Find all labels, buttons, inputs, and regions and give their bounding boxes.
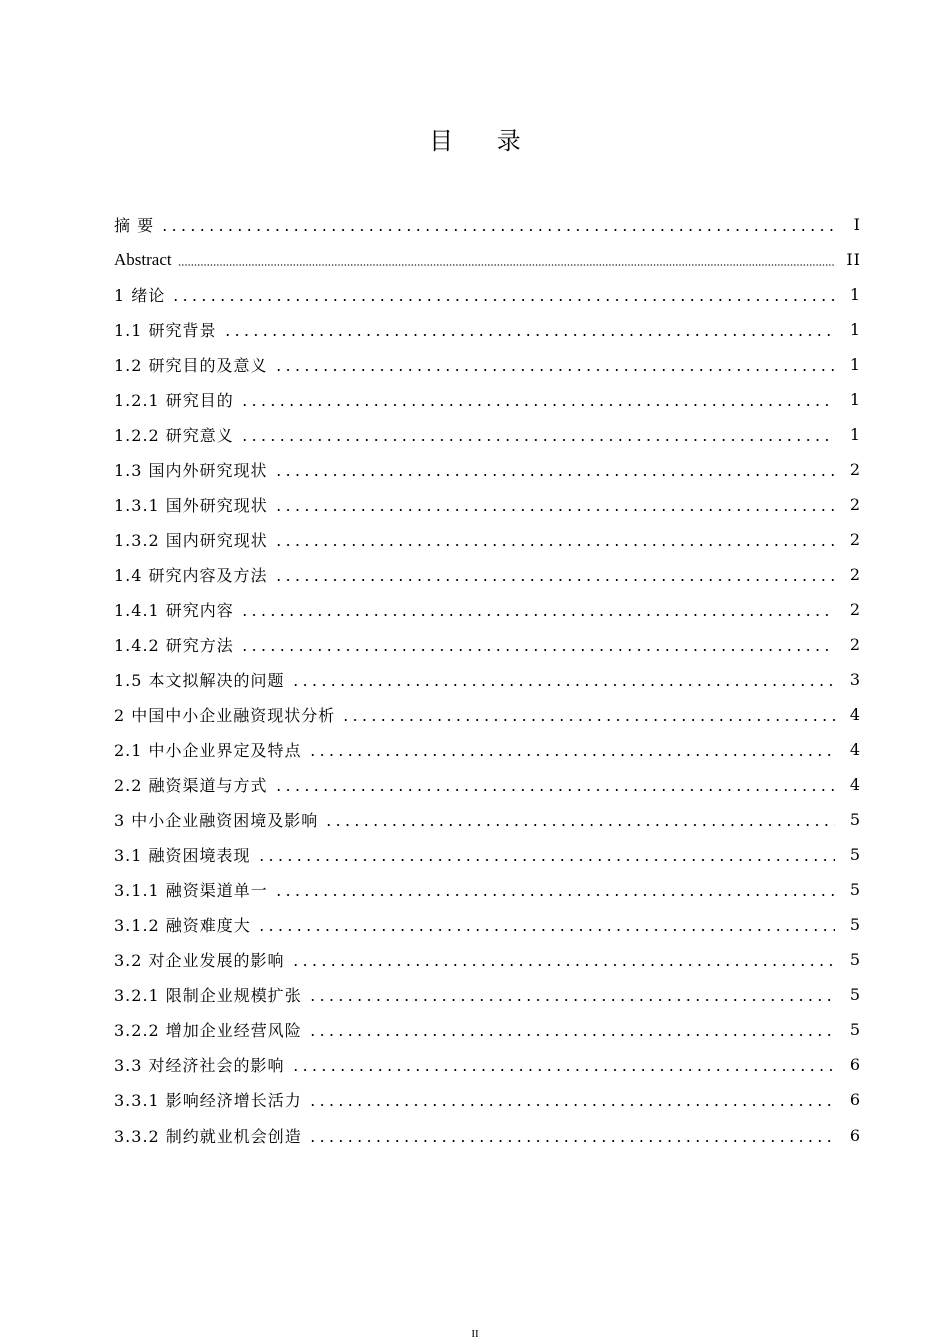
toc-entry-label: 3.3.2 制约就业机会创造 [114,1127,302,1146]
toc-entry-page: 5 [849,810,861,829]
toc-dot-leader [308,1140,835,1142]
toc-entry-page: 2 [849,565,861,584]
toc-entry[interactable] [114,592,861,627]
toc-entry[interactable] [114,697,861,732]
toc-entry[interactable] [114,382,861,417]
toc-entry-label: Abstract [114,249,172,269]
toc-entry[interactable] [114,242,861,277]
toc-entry[interactable] [114,277,861,312]
toc-entry-page: 2 [849,460,861,479]
toc-entry-label: 3.1.2 融资难度大 [114,916,251,935]
toc-entry-page: 5 [849,1020,861,1039]
toc-dot-leader [274,789,835,791]
toc-entry-label: 1.5 本文拟解决的问题 [114,671,285,690]
toc-entry[interactable] [114,452,861,487]
toc-entry-page: 1 [849,285,861,304]
toc-entry-page: 5 [849,915,861,934]
toc-dot-leader [171,299,835,301]
toc-dot-leader [160,229,835,231]
toc-entry-page: 5 [849,845,861,864]
toc-entry-label: 3.1 融资困境表现 [114,846,251,865]
toc-dot-leader [291,684,835,686]
toc-entry[interactable] [114,942,861,977]
toc-dot-leader [240,614,835,616]
toc-list [114,207,861,1154]
toc-dot-leader [274,474,835,476]
toc-entry-label: 3.3 对经济社会的影响 [114,1056,285,1075]
toc-entry[interactable] [114,1082,861,1117]
toc-entry-label: 1.2.2 研究意义 [114,426,234,445]
toc-entry[interactable] [114,1047,861,1082]
toc-entry[interactable] [114,1012,861,1047]
toc-entry-page: 4 [849,775,861,794]
toc-dot-leader [274,579,835,581]
toc-entry-page: 2 [849,600,861,619]
toc-entry[interactable] [114,347,861,382]
toc-entry-page: 2 [849,530,861,549]
toc-entry-page: 5 [849,950,861,969]
toc-dot-leader [308,754,835,756]
toc-entry-label: 2 中国中小企业融资现状分析 [114,706,336,725]
toc-entry[interactable] [114,837,861,872]
toc-entry-label: 1.1 研究背景 [114,321,217,340]
toc-entry-page: 1 [849,320,861,339]
toc-dot-leader [274,369,835,371]
toc-dot-leader [308,1104,835,1106]
toc-entry-page: 5 [849,985,861,1004]
toc-dot-leader [291,964,835,966]
toc-entry-page: 1 [849,390,861,409]
toc-entry-label: 1.3 国内外研究现状 [114,461,268,480]
toc-dot-leader [324,824,835,826]
toc-entry-page: II [846,250,861,269]
toc-dot-leader [341,719,835,721]
toc-dot-leader [240,439,835,441]
toc-dot-leader [240,404,835,406]
toc-entry-page: 5 [849,880,861,899]
toc-entry[interactable] [114,312,861,347]
toc-entry-label: 1.2 研究目的及意义 [114,356,268,375]
toc-dot-leader [257,929,835,931]
toc-entry-label: 摘 要 [114,216,155,235]
toc-entry-label: 1.4.2 研究方法 [114,636,234,655]
toc-entry-page: I [853,215,861,234]
toc-dot-leader [308,1034,835,1036]
toc-entry-label: 1.3.1 国外研究现状 [114,496,268,515]
toc-dot-leader [240,649,835,651]
toc-entry-label: 1.4 研究内容及方法 [114,566,268,585]
toc-entry-page: 6 [849,1126,861,1145]
toc-entry-label: 3.1.1 融资渠道单一 [114,881,268,900]
toc-entry-page: 2 [849,495,861,514]
toc-entry[interactable] [114,522,861,557]
toc-entry[interactable] [114,732,861,767]
toc-entry-label: 3.2.2 增加企业经营风险 [114,1021,302,1040]
toc-entry-label: 1.3.2 国内研究现状 [114,531,268,550]
toc-dot-leader [223,334,835,336]
toc-entry[interactable] [114,627,861,662]
toc-entry[interactable] [114,417,861,452]
toc-entry-page: 4 [849,740,861,759]
toc-entry-page: 6 [849,1055,861,1074]
toc-entry[interactable] [114,557,861,592]
toc-entry-page: 6 [849,1090,861,1109]
toc-dot-leader [274,894,835,896]
toc-entry-label: 3.3.1 影响经济增长活力 [114,1091,302,1110]
toc-entry-label: 1.2.1 研究目的 [114,391,234,410]
toc-entry[interactable] [114,872,861,907]
toc-entry-label: 2.2 融资渠道与方式 [114,776,268,795]
toc-entry-page: 1 [849,355,861,374]
toc-entry[interactable] [114,767,861,802]
toc-entry-label: 3.2.1 限制企业规模扩张 [114,986,302,1005]
toc-entry-label: 2.1 中小企业界定及特点 [114,741,302,760]
toc-entry[interactable] [114,907,861,942]
page-title: 目 录 [429,127,539,155]
toc-dot-leader [308,999,835,1001]
toc-entry-label: 1 绪论 [114,286,166,305]
toc-entry[interactable] [114,207,861,242]
toc-dot-leader [178,264,835,266]
toc-entry[interactable] [114,1117,861,1154]
toc-entry[interactable] [114,802,861,837]
toc-entry[interactable] [114,662,861,697]
toc-entry-page: 3 [849,670,861,689]
toc-entry-page: 2 [849,635,861,654]
toc-entry[interactable] [114,977,861,1012]
toc-dot-leader [274,509,835,511]
toc-entry-label: 1.4.1 研究内容 [114,601,234,620]
toc-entry-page: 4 [849,705,861,724]
page-number: II [471,1328,479,1340]
toc-dot-leader [257,859,835,861]
toc-entry-page: 1 [849,425,861,444]
toc-entry-label: 3 中小企业融资困境及影响 [114,811,319,830]
toc-entry[interactable] [114,487,861,522]
toc-dot-leader [274,544,835,546]
toc-dot-leader [291,1069,835,1071]
toc-entry-label: 3.2 对企业发展的影响 [114,951,285,970]
